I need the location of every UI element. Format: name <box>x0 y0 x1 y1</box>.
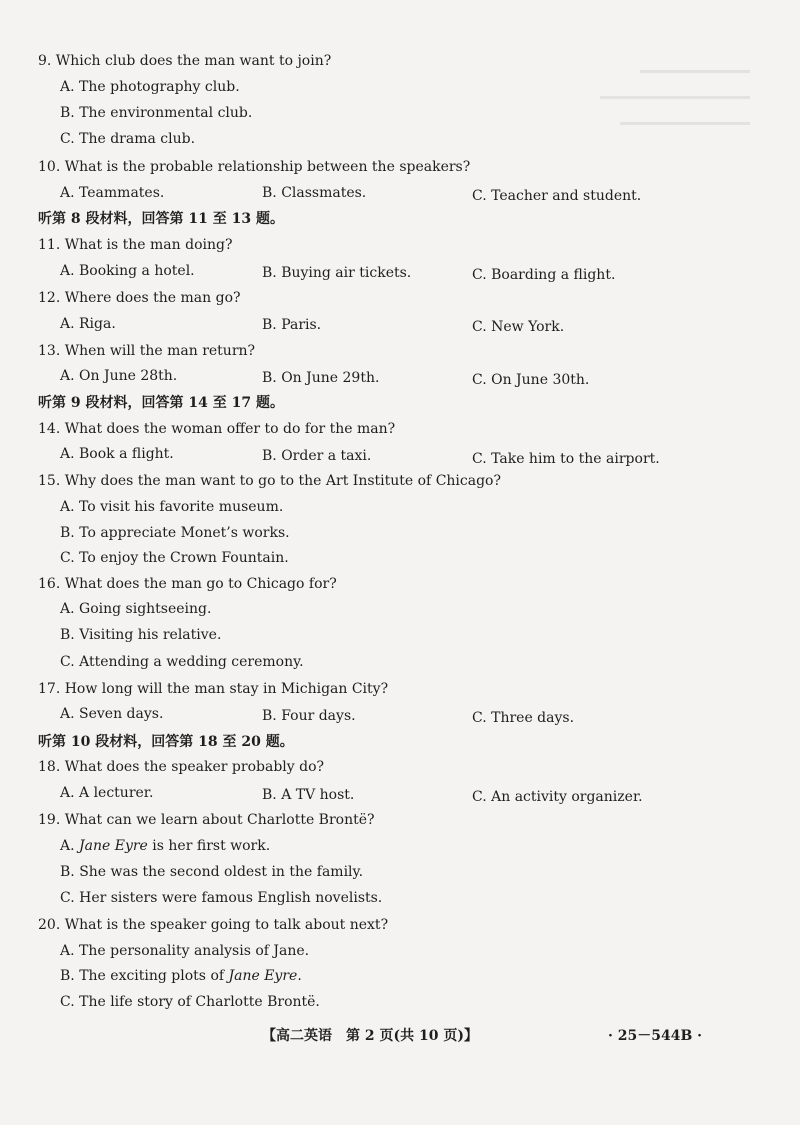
option-a: A. Seven days. <box>60 706 164 722</box>
question-stem: 15. Why does the man want to go to the Art Institute of Chicago? <box>38 473 501 489</box>
option-b: B. Order a taxi. <box>262 448 372 464</box>
option-c: C. The drama club. <box>60 131 196 147</box>
option-a: A. A lecturer. <box>60 785 154 801</box>
option-a: A. Going sightseeing. <box>60 601 212 617</box>
section-instruction: 听第 8 段材料，回答第 11 至 13 题。 <box>38 211 284 227</box>
question-stem: 18. What does the speaker probably do? <box>38 759 325 775</box>
question-stem: 10. What is the probable relationship between the speakers? <box>38 159 471 175</box>
page-footer-label: 【高二英语 第 2 页(共 10 页)】 <box>262 1028 478 1044</box>
option-b: B. The exciting plots of Jane Eyre. <box>60 968 302 984</box>
option-b: B. On June 29th. <box>262 370 380 386</box>
option-b: B. The environmental club. <box>60 105 253 121</box>
question-stem: 9. Which club does the man want to join? <box>38 53 332 69</box>
option-b: B. Buying air tickets. <box>262 265 412 281</box>
question-stem: 16. What does the man go to Chicago for? <box>38 576 337 592</box>
bleed-through-mark <box>600 96 750 99</box>
option-c: C. Teacher and student. <box>472 188 642 204</box>
question-stem: 11. What is the man doing? <box>38 237 233 253</box>
option-c: C. To enjoy the Crown Fountain. <box>60 550 289 566</box>
option-c: C. Her sisters were famous English novelists. <box>60 890 383 906</box>
option-a: A. The personality analysis of Jane. <box>60 943 310 959</box>
question-stem: 19. What can we learn about Charlotte Brontë? <box>38 812 375 828</box>
option-a: A. Book a flight. <box>60 446 174 462</box>
option-b: B. Paris. <box>262 317 322 333</box>
book-title: Jane Eyre <box>79 838 148 854</box>
bleed-through-mark <box>640 70 750 73</box>
option-a: A. The photography club. <box>60 79 240 95</box>
question-stem: 20. What is the speaker going to talk about next? <box>38 917 389 933</box>
option-a: A. Riga. <box>60 316 116 332</box>
book-title: Jane Eyre <box>228 968 298 984</box>
option-b: B. Classmates. <box>262 185 367 201</box>
option-a: A. Teammates. <box>60 185 165 201</box>
option-b: B. To appreciate Monet’s works. <box>60 525 290 541</box>
option-b: B. Visiting his relative. <box>60 627 222 643</box>
page-footer-code: · 25－544B · <box>608 1028 703 1044</box>
option-c: C. On June 30th. <box>472 372 590 388</box>
option-a: A. Booking a hotel. <box>60 263 195 279</box>
bleed-through-mark <box>620 122 750 125</box>
option-c: C. Three days. <box>472 710 575 726</box>
option-b: B. A TV host. <box>262 787 355 803</box>
option-c: C. Attending a wedding ceremony. <box>60 654 304 670</box>
option-c: C. Boarding a flight. <box>472 267 616 283</box>
section-instruction: 听第 10 段材料，回答第 18 至 20 题。 <box>38 734 294 750</box>
option-c: C. An activity organizer. <box>472 789 643 805</box>
question-stem: 17. How long will the man stay in Michigan City? <box>38 681 389 697</box>
question-stem: 12. Where does the man go? <box>38 290 241 306</box>
option-b: B. Four days. <box>262 708 356 724</box>
option-a: A. On June 28th. <box>60 368 178 384</box>
option-c: C. The life story of Charlotte Brontë. <box>60 994 320 1010</box>
option-c: C. Take him to the airport. <box>472 451 660 467</box>
option-b: B. She was the second oldest in the family. <box>60 864 364 880</box>
section-instruction: 听第 9 段材料，回答第 14 至 17 题。 <box>38 395 284 411</box>
question-stem: 13. When will the man return? <box>38 343 256 359</box>
question-stem: 14. What does the woman offer to do for the man? <box>38 421 396 437</box>
option-c: C. New York. <box>472 319 565 335</box>
option-a: A. Jane Eyre is her first work. <box>60 838 271 854</box>
option-a: A. To visit his favorite museum. <box>60 499 284 515</box>
